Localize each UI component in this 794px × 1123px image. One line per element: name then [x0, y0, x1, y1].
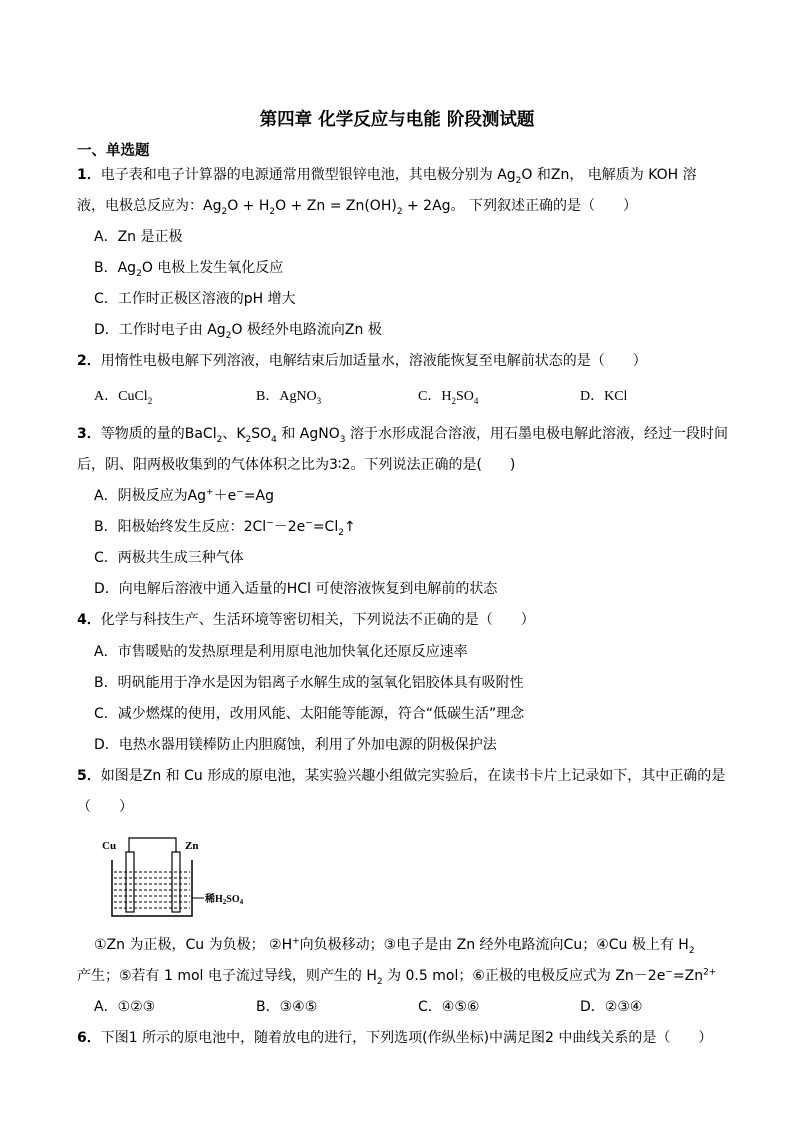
q4-option-d: D．电热水器用镁棒防止内胆腐蚀，利用了外加电源的阴极保护法: [94, 737, 497, 753]
page-title: 第四章 化学反应与电能 阶段测试题: [259, 110, 535, 130]
zn-label: Zn: [185, 840, 199, 852]
section-heading: 一、单选题: [77, 143, 150, 159]
question-3-stem-line-2: 后，阴、阳两极收集到的气体体积之比为3∶2。下列说法正确的是( ): [77, 457, 516, 473]
q5-option-c: C．④⑤⑥: [418, 999, 480, 1015]
q1-option-a: A．Zn 是正极: [94, 229, 183, 245]
q4-option-c: C．减少燃煤的使用，改用风能、太阳能等能源，符合“低碳生活”理念: [94, 706, 525, 722]
q5-card-line-1: ①Zn 为正极，Cu 为负极； ②H+向负极移动；③电子是由 Zn 经外电路流向Cu；④Cu 极上有 $H_2$: [94, 936, 695, 956]
question-5-stem-line-1: 5．如图是Zn 和 Cu 形成的原电池，某实验兴趣小组做完实验后，在读书卡片上记录如下，其中正确的是: [77, 768, 726, 784]
q3-option-b: B．阳极始终发生反应：$2Cl^--2e^-=Cl_2↑$: [94, 518, 356, 538]
q5-card-line-2: 产生；⑤若有 1 mol 电子流过导线，则产生的 $H_2$ 为 0.5 mol；⑥正极的电极反应式为 $Zn-2e^-=Zn^{2+}$: [77, 967, 717, 987]
question-1-stem-line-2: 液，电极总反应为：$Ag_2O + H_2O + Zn = Zn(OH)_2 + 2Ag$。 下列叙述正确的是（ ）: [77, 198, 637, 217]
q4-option-b: B．明矾能用于净水是因为铝离子水解生成的氢氧化铝胶体具有吸附性: [94, 675, 524, 691]
question-5-stem-line-2: （ ）: [77, 799, 133, 815]
q2-option-b: B．AgNO$_3$: [256, 389, 322, 406]
q3-option-c: C．两极共生成三种气体: [94, 550, 244, 566]
question-4-stem: 4．化学与科技生产、生活环境等密切相关，下列说法不正确的是（ ）: [77, 612, 535, 628]
question-number: 5．: [77, 768, 101, 784]
q1-option-d: D．工作时电子由 $Ag_2O$ 极经外电路流向Zn 极: [94, 322, 382, 341]
cu-label: Cu: [102, 840, 117, 852]
question-number: 4．: [77, 612, 101, 628]
question-1-stem-line-1: 1．电子表和电子计算器的电源通常用微型银锌电池，其电极分别为 $Ag_2O$ 和Zn， 电解质为 KOH 溶: [77, 167, 697, 186]
wire-icon: [129, 838, 176, 866]
q3-option-d: D．向电解后溶液中通入适量的HCl 可使溶液恢复到电解前的状态: [94, 581, 498, 597]
q5-option-d: D．②③④: [580, 999, 643, 1015]
question-6-stem: 6．下图1 所示的原电池中，随着放电的进行，下列选项(作纵坐标)中满足图2 中曲线关系的是（ ）: [77, 1030, 713, 1046]
q2-option-d: D．KCl: [580, 389, 628, 404]
q5-option-b: B．③④⑤: [256, 999, 318, 1015]
zn-electrode: [172, 852, 180, 912]
q4-option-a: A．市售暖贴的发热原理是利用原电池加快氧化还原反应速率: [94, 644, 468, 660]
question-number: 2．: [77, 353, 101, 369]
acid-label: 稀$H_2SO_4$: [205, 894, 244, 906]
q2-option-a: A．CuCl$_2$: [94, 389, 153, 406]
question-number: 3．: [77, 426, 101, 442]
question-number: 1．: [77, 167, 101, 183]
question-3-stem-line-1: 3．等物质的量的BaCl$_2$、$K_2SO_4$ 和 AgNO$_3$ 溶于水形成混合溶液，用石墨电极电解此溶液，经过一段时间: [77, 426, 728, 445]
question-2-stem: 2．用惰性电极电解下列溶液，电解结束后加适量水，溶液能恢复至电解前状态的是（ ）: [77, 353, 647, 369]
q1-option-b: B．$Ag_2O$ 电极上发生氧化反应: [94, 260, 284, 279]
q2-option-c: C．$H_2SO_4$: [418, 389, 479, 406]
q5-option-a: A．①②③: [94, 999, 156, 1015]
galvanic-cell-diagram: [100, 830, 260, 920]
q3-option-a: A．阴极反应为Ag+＋e−=Ag: [94, 487, 274, 504]
cu-electrode: [126, 852, 134, 912]
question-number: 6．: [77, 1030, 101, 1046]
q1-option-c: C．工作时正极区溶液的pH 增大: [94, 291, 296, 307]
